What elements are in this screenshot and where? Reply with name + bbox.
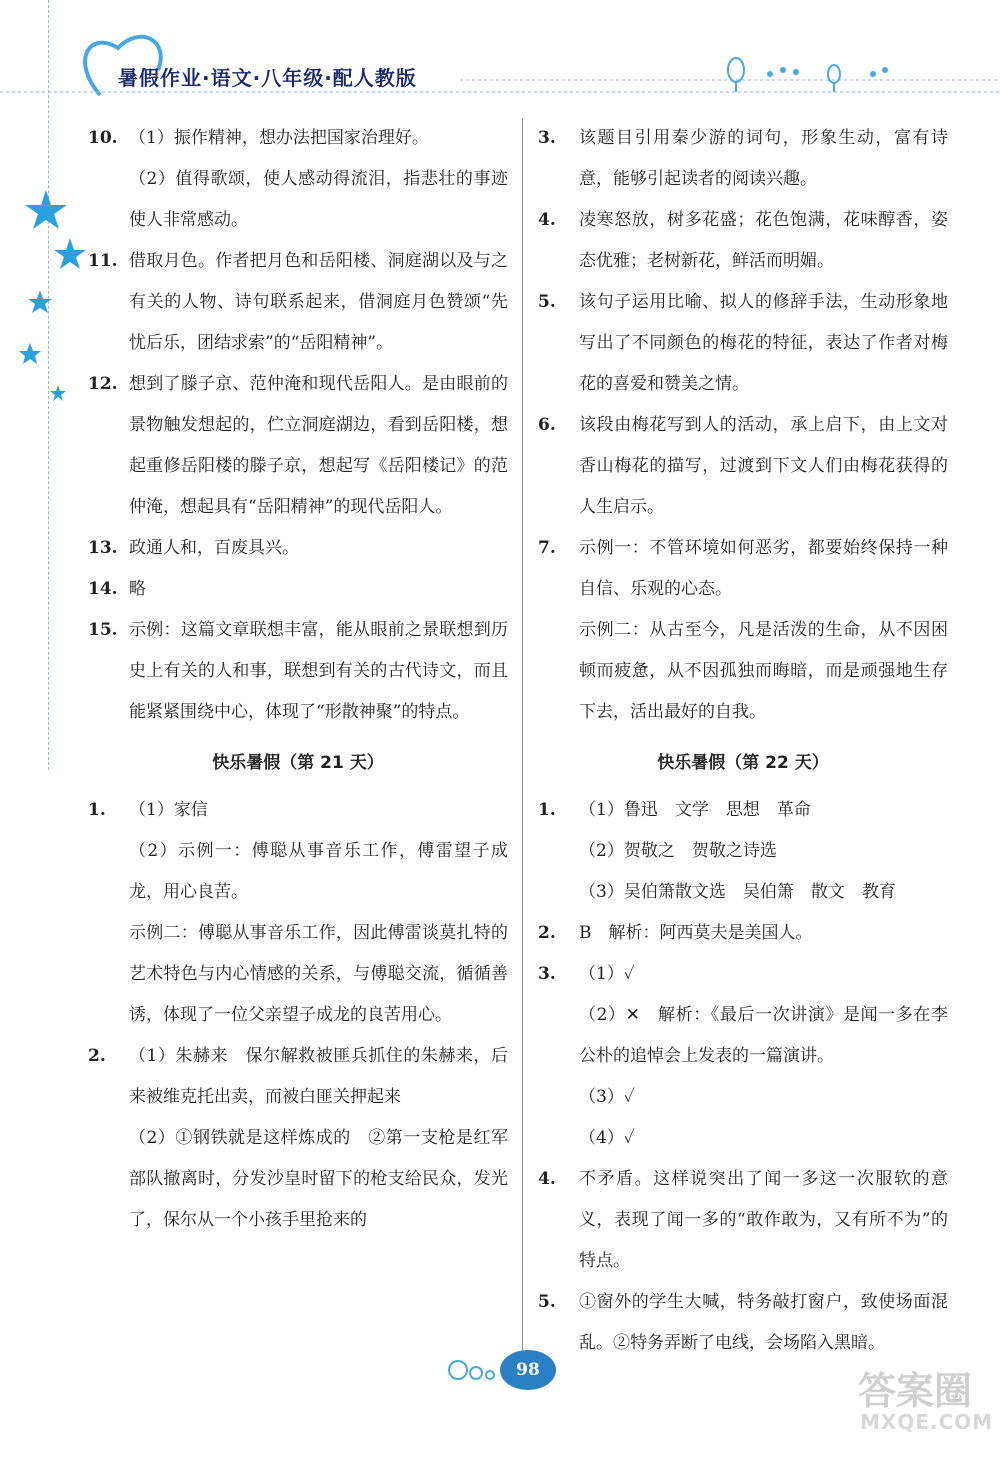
answer-text: 政通人和，百废具兴。: [129, 538, 299, 558]
answer-item: [88, 528, 508, 569]
answer-number: 10.: [88, 128, 118, 148]
answer-text: （1）✓: [579, 964, 635, 984]
answer-number: 11.: [88, 251, 118, 271]
answer-number: 13.: [88, 538, 118, 558]
bubbles-decoration: [440, 1355, 500, 1385]
answer-number: 5.: [538, 292, 556, 312]
answer-item: [88, 241, 508, 364]
answer-list: [538, 118, 948, 733]
answer-text: 该句子运用比喻、拟人的修辞手法，生动形象地写出了不同颜色的梅花的特征，表达了作者对梅花的喜爱和赞美之情。: [579, 292, 948, 394]
answer-text: （2）示例一：傅聪从事音乐工作，傅雷望子成龙，用心良苦。: [129, 841, 508, 902]
answer-text: （2）①钢铁就是这样炼成的 ②第一支枪是红军部队撤离时，分发沙皇时留下的枪支给民众，发光了，保尔从一个小孩手里抢来的: [129, 1128, 508, 1230]
header-decoration: [0, 0, 1000, 110]
answer-text: 示例一：不管环境如何恶劣，都要始终保持一种自信、乐观的心态。: [579, 538, 948, 599]
star-icon: [50, 385, 66, 401]
answer-number: 6.: [538, 415, 556, 435]
answer-text: 借取月色。作者把月色和岳阳楼、洞庭湖以及与之有关的人物、诗句联系起来，借洞庭月色赞颂“先忧后乐，团结求索”的“岳阳精神”。: [129, 251, 508, 353]
section-heading-day22: 快乐暑假（第 22 天）: [657, 753, 829, 773]
answer-item: [538, 1282, 948, 1364]
column-divider: [522, 118, 523, 1388]
answer-text: 该段由梅花写到人的活动，承上启下，由上文对香山梅花的描写，过渡到下文人们由梅花获得的人生启示。: [579, 415, 948, 517]
answer-number: 7.: [538, 538, 556, 558]
star-icon: [28, 290, 52, 313]
answer-list: [88, 790, 508, 1241]
answer-text: （2）值得歌颂，使人感动得流泪，指悲壮的事迹使人非常感动。: [129, 169, 508, 230]
answer-item: [538, 954, 948, 1159]
answer-text: ①窗外的学生大喊，特务敲打窗户，致使场面混乱。②特务弄断了电线，会场陷入黑暗。: [579, 1292, 948, 1353]
answer-text: 凌寒怒放，树多花盛；花色饱满，花味醇香，姿态优雅；老树新花，鲜活而明媚。: [579, 210, 948, 271]
watermark-text: MXQE.COM: [860, 1410, 994, 1434]
answer-text: 示例：这篇文章联想丰富，能从眼前之景联想到历史上有关的人和事，联想到有关的古代诗文，而且能紧紧围绕中心，体现了“形散神聚”的特点。: [129, 620, 508, 722]
star-icon: [25, 190, 67, 229]
left-column: [88, 118, 508, 1241]
answer-number: 2.: [538, 923, 556, 943]
star-icon: [19, 343, 41, 364]
answer-text: （2）✕ 解析：《最后一次讲演》是闻一多在李公朴的追悼会上发表的一篇演讲。: [579, 1005, 948, 1066]
answer-number: 4.: [538, 1169, 556, 1189]
answer-text: （4）✓: [579, 1128, 635, 1148]
answer-text: （1）振作精神，想办法把国家治理好。: [129, 128, 429, 148]
answer-text: 示例二：傅聪从事音乐工作，因此傅雷谈莫扎特的艺术特色与内心情感的关系，与傅聪交流，循循善诱，体现了一位父亲望子成龙的良苦用心。: [129, 923, 508, 1025]
answer-item: [538, 528, 948, 733]
answer-number: 3.: [538, 964, 556, 984]
answer-item: [538, 405, 948, 528]
answer-text: （1）鲁迅 文学 思想 革命: [579, 800, 811, 820]
section-heading-day21: 快乐暑假（第 21 天）: [212, 753, 384, 773]
answer-number: 14.: [88, 579, 118, 599]
answer-item: [88, 1036, 508, 1241]
answer-item: [88, 569, 508, 610]
answer-text: 想到了滕子京、范仲淹和现代岳阳人。是由眼前的景物触发想起的，伫立洞庭湖边，看到岳阳楼，想起重修岳阳楼的滕子京，想起写《岳阳楼记》的范仲淹，想起具有“岳阳精神”的现代岳阳人。: [129, 374, 508, 517]
answer-text: 略: [129, 579, 146, 599]
page-header-title: 暑假作业·语文·八年级·配人教版: [118, 66, 417, 90]
answer-text: （3）吴伯箫散文选 吴伯箫 散文 教育: [579, 882, 896, 902]
star-icon: [54, 238, 86, 269]
answer-text: （3）✓: [579, 1087, 635, 1107]
stars-decoration: [0, 180, 90, 420]
answer-number: 15.: [88, 620, 118, 640]
answer-list: [88, 118, 508, 733]
answer-text: （1）朱赫来 保尔解救被匪兵抓住的朱赫来，后来被维克托出卖，而被白匪关押起来: [129, 1046, 508, 1107]
answer-item: [88, 610, 508, 733]
answer-number: 2.: [88, 1046, 106, 1066]
answer-number: 3.: [538, 128, 556, 148]
answer-item: [88, 118, 508, 241]
page-number: 98: [500, 1350, 556, 1390]
answer-item: [538, 1159, 948, 1282]
answer-text: 不矛盾。这样说突出了闻一多这一次服软的意义，表现了闻一多的“敢作敢为，又有所不为”的特点。: [579, 1169, 948, 1271]
answer-number: 4.: [538, 210, 556, 230]
answer-text: （2）贺敬之 贺敬之诗选: [579, 841, 777, 861]
answer-text: 示例二：从古至今，凡是活泼的生命，从不因困顿而疲惫，从不因孤独而晦暗，而是顽强地生存下去，活出最好的自我。: [579, 620, 948, 722]
answer-item: [538, 913, 948, 954]
answer-number: 5.: [538, 1292, 556, 1312]
answer-item: [538, 282, 948, 405]
answer-text: B 解析：阿西莫夫是美国人。: [579, 923, 813, 943]
answer-item: [88, 790, 508, 1036]
answer-text: 该题目引用秦少游的词句，形象生动，富有诗意，能够引起读者的阅读兴趣。: [579, 128, 948, 189]
tree-icon: [728, 58, 840, 92]
answer-number: 1.: [88, 800, 106, 820]
answer-item: [538, 118, 948, 200]
right-column: [538, 118, 948, 1364]
answer-list: [538, 790, 948, 1364]
answer-number: 1.: [538, 800, 556, 820]
answer-number: 12.: [88, 374, 118, 394]
answer-item: [88, 364, 508, 528]
answer-item: [538, 200, 948, 282]
watermark-logo: 答案圈: [858, 1369, 973, 1413]
answer-text: （1）家信: [129, 800, 208, 820]
answer-item: [538, 790, 948, 913]
